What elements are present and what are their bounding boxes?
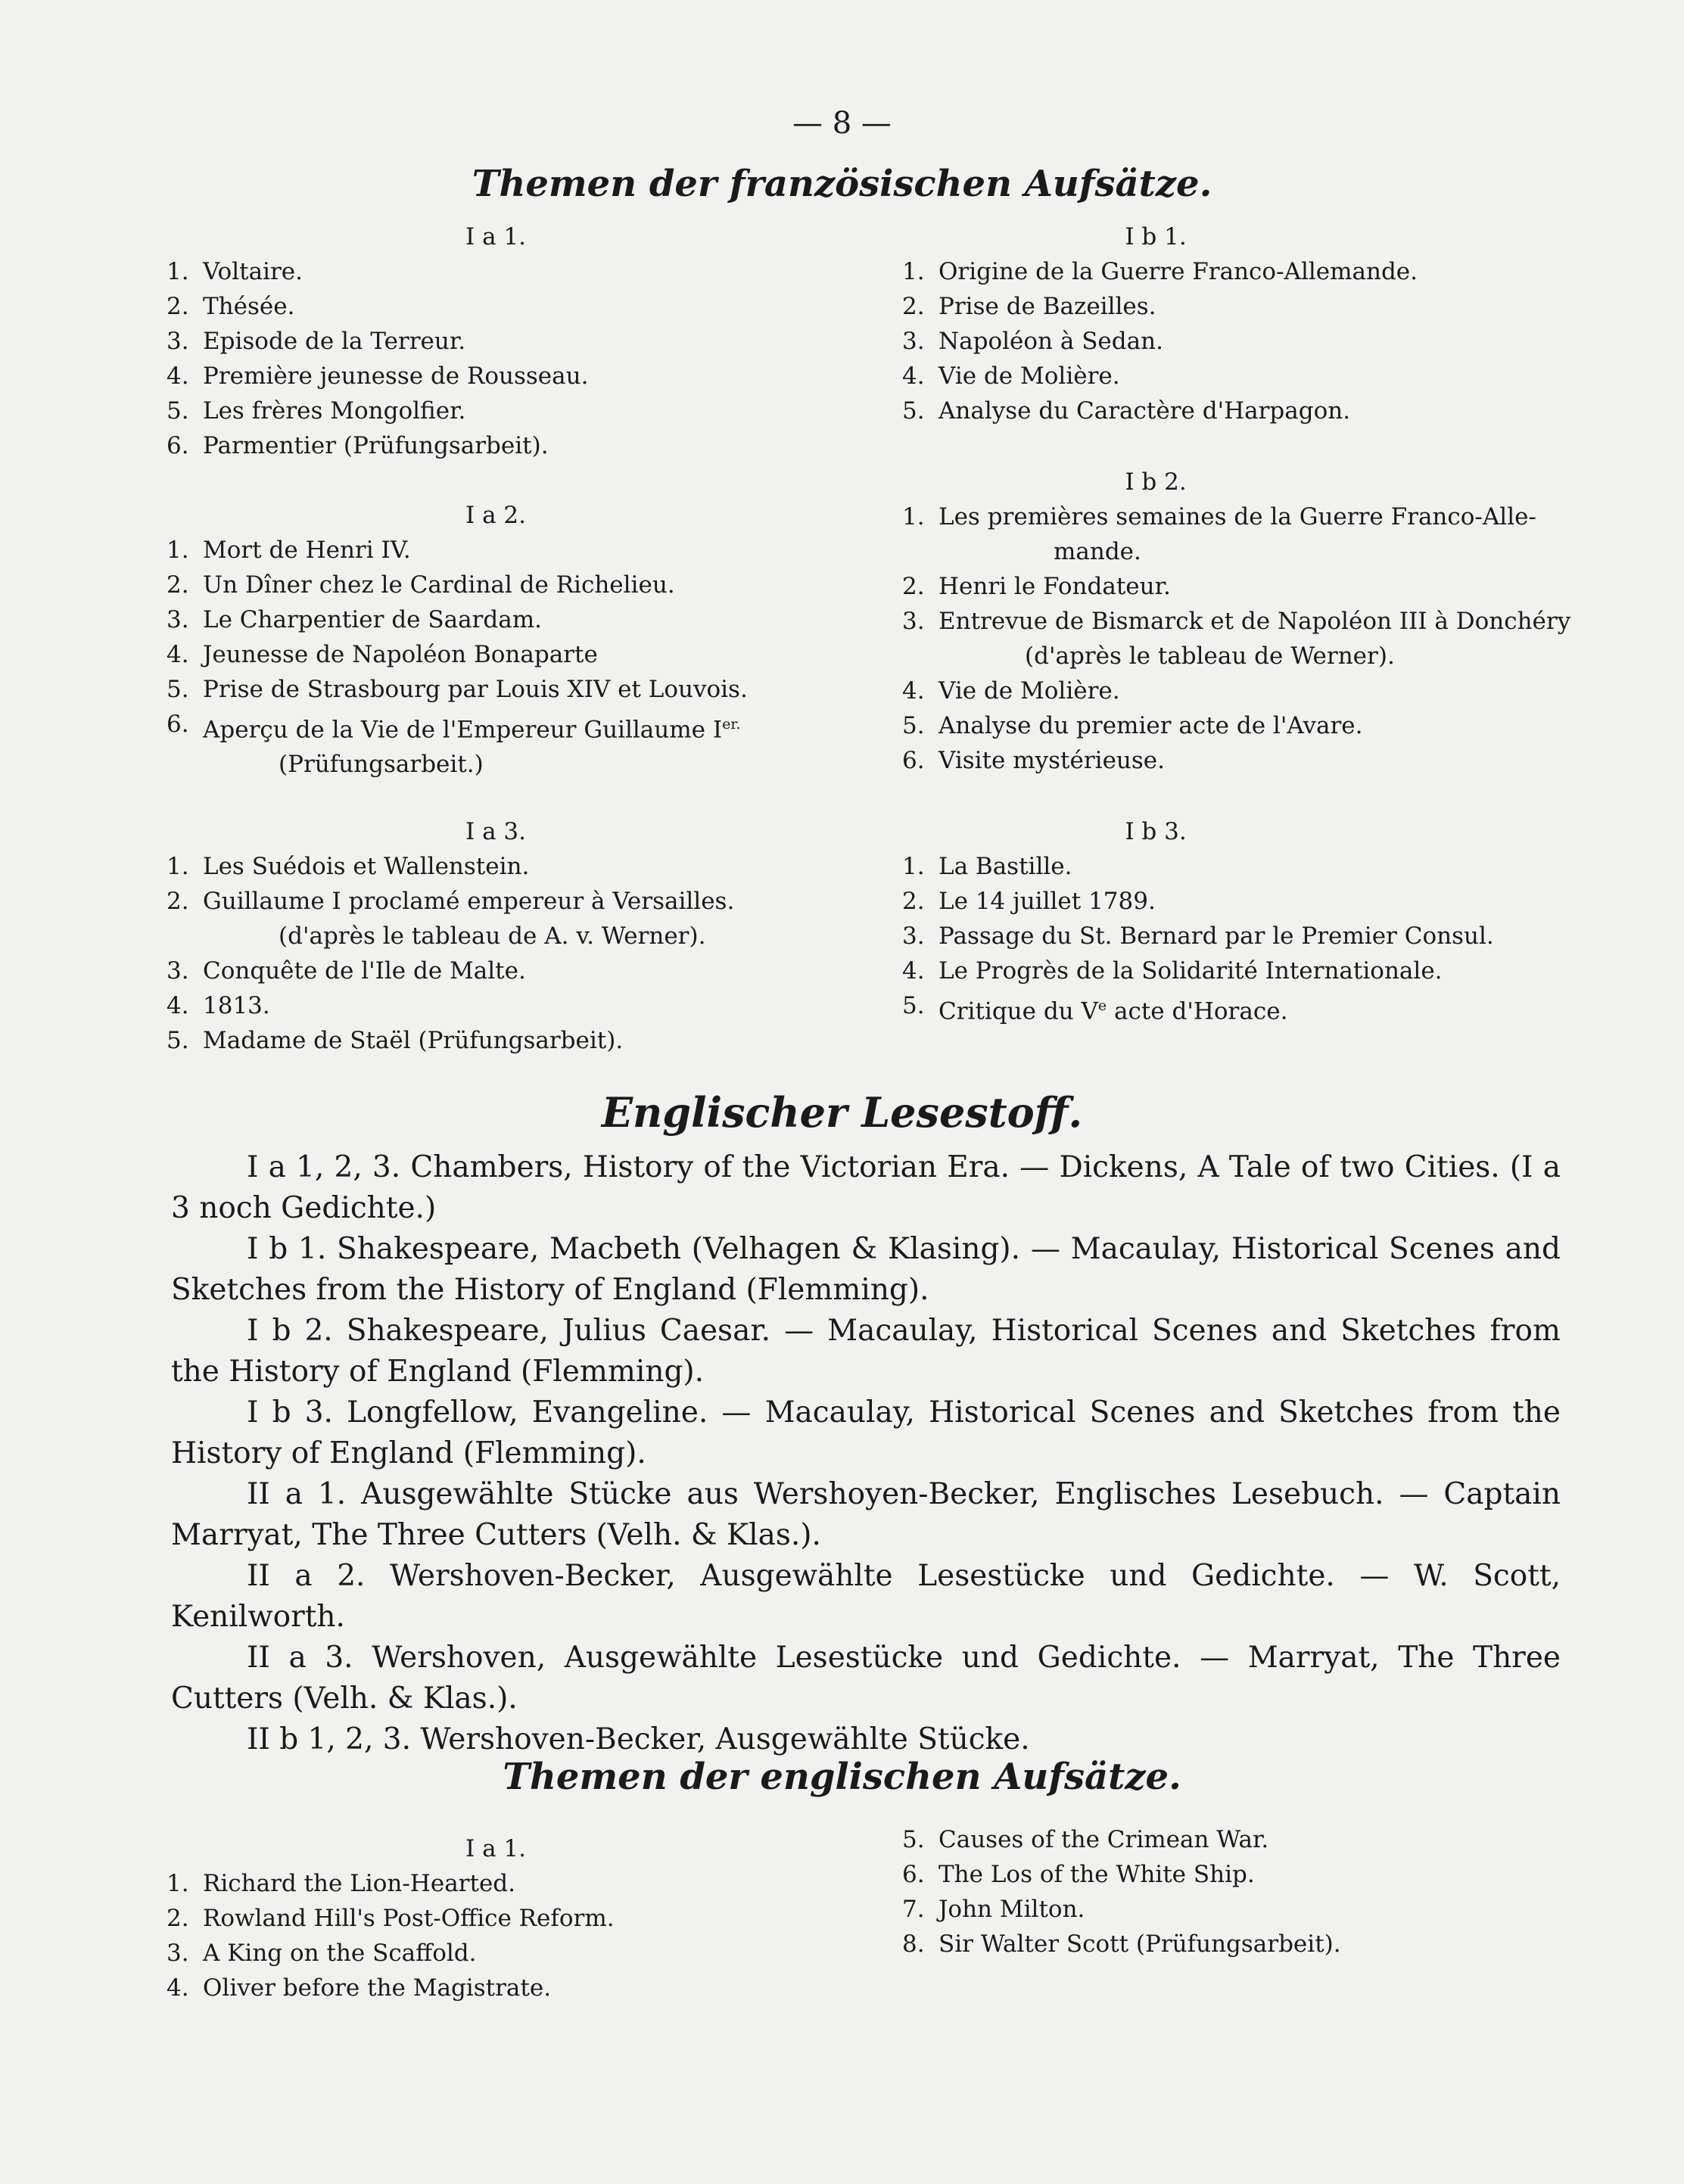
french-ia2-section (167, 498, 825, 782)
list-item: 1. La Bastille. (902, 853, 1072, 880)
french-ib2-section (902, 465, 1583, 778)
english-reading-heading: Englischer Lesestoff. (601, 1088, 1083, 1137)
list-item: 4. Vie de Molière. (902, 362, 1120, 390)
list-item: 5. Critique du Ve acte d'Horace. (902, 992, 1288, 1025)
list-item: 6. The Los of the White Ship. (902, 1861, 1255, 1888)
list-item: 6. Visite mystérieuse. (902, 747, 1166, 774)
reading-paragraph: II a 1. Ausgewählte Stücke aus Wershoyen-Becker, Englisches Lesebuch. — Captain Marryat, The Three Cutters (Velh. & Klas.). (171, 1477, 1561, 1552)
list-item: 2. Thésée. (167, 293, 295, 320)
list-item: 1. Voltaire. (167, 258, 303, 285)
list-item: 3. Napoléon à Sedan. (902, 328, 1163, 355)
page-number: — 8 — (792, 106, 892, 141)
list-item: 5. Analyse du Caractère d'Harpagon. (902, 397, 1351, 425)
reading-paragraph: II b 1, 2, 3. Wershoven-Becker, Ausgewählte Stücke. (247, 1722, 1030, 1756)
reading-paragraph: I b 1. Shakespeare, Macbeth (Velhagen & Klasing). — Macaulay, Historical Scenes and Sketches from the History of England (Flemming). (171, 1232, 1561, 1307)
list-item: 3. Conquête de l'Ile de Malte. (167, 957, 526, 985)
list-item: 3. A King on the Scaffold. (167, 1940, 477, 1967)
list-item: 2. Prise de Bazeilles. (902, 293, 1156, 320)
list-item: 7. John Milton. (902, 1896, 1085, 1923)
french-ib3-section (902, 814, 1583, 1028)
french-ib1-section (902, 219, 1583, 428)
list-item: 5. Madame de Staël (Prüfungsarbeit). (167, 1027, 624, 1054)
section-label: I b 1. (1125, 223, 1187, 250)
list-item: 5. Causes of the Crimean War. (902, 1826, 1269, 1853)
section-label: I a 1. (465, 223, 526, 250)
list-item: 2. Le 14 juillet 1789. (902, 888, 1156, 915)
list-item: 4. 1813. (167, 992, 270, 1019)
list-item-continuation: mande. (1054, 538, 1141, 565)
reading-paragraph: II a 2. Wershoven-Becker, Ausgewählte Lesestücke und Gedichte. — W. Scott, Kenilworth. (171, 1559, 1561, 1634)
list-item: 1. Les Suédois et Wallenstein. (167, 853, 530, 880)
french-essays-heading: Themen der französischen Aufsätze. (472, 163, 1212, 205)
list-item: 5. Analyse du premier acte de l'Avare. (902, 712, 1363, 739)
english-ia1-continued (902, 1822, 1583, 1962)
list-item: 4. Vie de Molière. (902, 677, 1120, 705)
reading-paragraph: I b 3. Longfellow, Evangeline. — Macaulay, Historical Scenes and Sketches from the History of England (Flemming). (171, 1395, 1561, 1470)
section-label: I a 3. (465, 818, 526, 845)
french-ia3-section (167, 814, 825, 1058)
section-label: I a 2. (465, 502, 526, 529)
section-label: I a 1. (465, 1835, 526, 1862)
list-item: 3. Episode de la Terreur. (167, 328, 466, 355)
list-item: 4. Oliver before the Magistrate. (167, 1974, 552, 2002)
list-item-continuation: (d'après le tableau de A. v. Werner). (279, 922, 706, 950)
list-item: 3. Le Charpentier de Saardam. (167, 606, 542, 633)
list-item: 2. Guillaume I proclamé empereur à Versailles. (167, 888, 735, 915)
list-item: 1. Les premières semaines de la Guerre Franco-Alle- (902, 503, 1536, 530)
list-item: 8. Sir Walter Scott (Prüfungsarbeit). (902, 1930, 1341, 1958)
list-item: 3. Entrevue de Bismarck et de Napoléon III à Donchéry (902, 608, 1571, 635)
list-item-continuation: (Prüfungsarbeit.) (279, 751, 484, 779)
english-ia1-section (167, 1831, 825, 2005)
french-ia1-section (167, 219, 825, 463)
list-item: 2. Un Dîner chez le Cardinal de Richelieu. (167, 571, 675, 599)
section-label: I b 2. (1125, 468, 1187, 496)
list-item: 4. Jeunesse de Napoléon Bonaparte (167, 641, 598, 668)
list-item: 6. Aperçu de la Vie de l'Empereur Guillaume $I^{er.}$ (167, 711, 741, 744)
reading-paragraph: I b 2. Shakespeare, Julius Caesar. — Macaulay, Historical Scenes and Sketches from the History of England (Flemming). (171, 1314, 1561, 1389)
list-item: 1. Mort de Henri IV. (167, 537, 411, 564)
english-essays-heading: Themen der englischen Aufsätze. (503, 1756, 1181, 1798)
section-label: I b 3. (1125, 818, 1187, 845)
english-reading-list (171, 1147, 1561, 1760)
list-item: 1. Origine de la Guerre Franco-Allemande. (902, 258, 1418, 285)
list-item: 5. Les frères Mongolfier. (167, 397, 466, 425)
reading-paragraph: I a 1, 2, 3. Chambers, History of the Victorian Era. — Dickens, A Tale of two Cities. (I a 3 noch Gedichte.) (171, 1150, 1561, 1225)
list-item: 4. Le Progrès de la Solidarité Internationale. (902, 957, 1443, 985)
list-item-continuation: (d'après le tableau de Werner). (1025, 642, 1395, 670)
reading-paragraph: II a 3. Wershoven, Ausgewählte Lesestücke und Gedichte. — Marryat, The Three Cutters (Velh. & Klas.). (171, 1641, 1561, 1716)
list-item: 3. Passage du St. Bernard par le Premier Consul. (902, 922, 1494, 950)
list-item: 1. Richard the Lion-Hearted. (167, 1870, 515, 1897)
list-item: 4. Première jeunesse de Rousseau. (167, 362, 589, 390)
list-item: 2. Henri le Fondateur. (902, 573, 1171, 600)
list-item: 2. Rowland Hill's Post-Office Reform. (167, 1905, 615, 1932)
list-item: 5. Prise de Strasbourg par Louis XIV et Louvois. (167, 676, 748, 703)
list-item: 6. Parmentier (Prüfungsarbeit). (167, 432, 549, 459)
